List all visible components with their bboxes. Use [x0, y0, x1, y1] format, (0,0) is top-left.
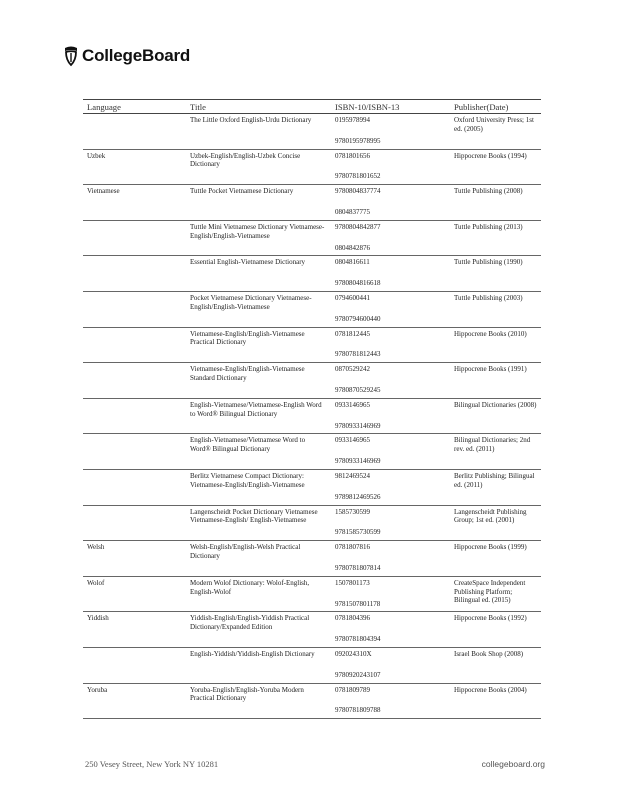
language-cell: [83, 469, 186, 505]
footer-address: 250 Vesey Street, New York NY 10281: [85, 759, 219, 769]
column-header-publisher: Publisher(Date): [450, 100, 541, 114]
isbn10-value: 0781801656: [335, 151, 370, 160]
isbn13-value: 9780933146969: [335, 457, 381, 466]
table-row: [83, 612, 541, 648]
isbn10-value: 0933146965: [335, 436, 370, 445]
isbn10-value: 0195978994: [335, 116, 370, 124]
isbn13-value: 0804837775: [335, 207, 370, 216]
title-cell: Modern Wolof Dictionary: Wolof-English, English-Wolof: [186, 576, 331, 612]
language-cell: Yiddish: [83, 612, 186, 648]
isbn10-value: 9812469524: [335, 471, 370, 480]
isbn13-value: 9781585730599: [335, 528, 381, 537]
table-header-row: [83, 100, 541, 114]
isbn13-value: 9780781807814: [335, 563, 381, 572]
language-cell: Welsh: [83, 541, 186, 577]
isbn10-value: 0870529242: [335, 365, 370, 374]
title-cell: Tuttle Mini Vietnamese Dictionary Vietnamese-English/English-Vietnamese: [186, 220, 331, 256]
publisher-cell: Tuttle Publishing (2003): [450, 291, 541, 327]
collegeboard-logo: [62, 45, 190, 67]
language-cell: [83, 398, 186, 434]
table-row: [83, 363, 541, 399]
isbn-cell: [331, 398, 450, 434]
publisher-cell: Berlitz Publishing; Bilingual ed. (2011): [450, 469, 541, 505]
title-cell: English-Yiddish/Yiddish-English Dictionary: [186, 647, 331, 683]
table-row: [83, 398, 541, 434]
table-row: [83, 505, 541, 541]
language-cell: Uzbek: [83, 149, 186, 185]
isbn-cell: [331, 114, 450, 150]
title-cell: Essential English-Vietnamese Dictionary: [186, 256, 331, 292]
publisher-cell: Bilingual Dictionaries (2008): [450, 398, 541, 434]
isbn10-value: 9780804837774: [335, 187, 381, 196]
table-row: [83, 185, 541, 221]
language-cell: [83, 327, 186, 363]
isbn-cell: [331, 327, 450, 363]
isbn13-value: 9780781804394: [335, 635, 381, 644]
language-cell: Yoruba: [83, 683, 186, 719]
language-cell: [83, 256, 186, 292]
isbn-cell: [331, 469, 450, 505]
isbn10-value: 0781812445: [335, 329, 370, 338]
title-cell: Yoruba-English/English-Yoruba Modern Practical Dictionary: [186, 683, 331, 719]
publisher-cell: Oxford University Press; 1st ed. (2005): [450, 114, 541, 150]
dictionary-table: [83, 99, 541, 719]
isbn-cell: [331, 647, 450, 683]
language-cell: [83, 291, 186, 327]
isbn13-value: 9780195978995: [335, 136, 381, 145]
isbn13-value: 0804842876: [335, 243, 370, 252]
language-cell: [83, 434, 186, 470]
isbn-cell: [331, 434, 450, 470]
table-row: [83, 256, 541, 292]
title-cell: Welsh-English/English-Welsh Practical Dictionary: [186, 541, 331, 577]
isbn13-value: 9780781801652: [335, 172, 381, 181]
title-cell: Vietnamese-English/English-Vietnamese Standard Dictionary: [186, 363, 331, 399]
publisher-cell: CreateSpace Independent Publishing Platform; Bilingual ed. (2015): [450, 576, 541, 612]
isbn10-value: 092024310X: [335, 649, 372, 658]
language-cell: [83, 114, 186, 150]
column-header-language: Language: [83, 100, 186, 114]
isbn13-value: 9781507801178: [335, 599, 381, 608]
isbn13-value: 9780920243107: [335, 670, 381, 679]
table-row: [83, 647, 541, 683]
title-cell: Yiddish-English/English-Yiddish Practical Dictionary/Expanded Edition: [186, 612, 331, 648]
table-row: [83, 541, 541, 577]
table-row: [83, 469, 541, 505]
isbn10-value: 0804816611: [335, 258, 370, 267]
isbn-cell: [331, 576, 450, 612]
isbn13-value: 9780933146969: [335, 421, 381, 430]
acorn-icon: [62, 45, 80, 67]
language-cell: [83, 220, 186, 256]
language-cell: [83, 363, 186, 399]
publisher-cell: Tuttle Publishing (2013): [450, 220, 541, 256]
language-cell: [83, 505, 186, 541]
publisher-cell: Langenscheidt Publishing Group; 1st ed. (2001): [450, 505, 541, 541]
isbn10-value: 0933146965: [335, 400, 370, 409]
title-cell: Pocket Vietnamese Dictionary Vietnamese-English/English-Vietnamese: [186, 291, 331, 327]
publisher-cell: Hippocrene Books (1991): [450, 363, 541, 399]
isbn-cell: [331, 291, 450, 327]
isbn-cell: [331, 363, 450, 399]
column-header-isbn: ISBN-10/ISBN-13: [331, 100, 450, 114]
isbn13-value: 9780781809788: [335, 706, 381, 715]
isbn13-value: 9780870529245: [335, 385, 381, 394]
table-row: [83, 327, 541, 363]
publisher-cell: Tuttle Publishing (2008): [450, 185, 541, 221]
footer-site-link[interactable]: collegeboard.org: [481, 759, 545, 769]
isbn13-value: 9789812469526: [335, 492, 381, 501]
language-cell: Vietnamese: [83, 185, 186, 221]
column-header-title: Title: [186, 100, 331, 114]
publisher-cell: Hippocrene Books (2004): [450, 683, 541, 719]
isbn13-value: 9780804816618: [335, 279, 381, 288]
isbn10-value: 9780804842877: [335, 222, 381, 231]
title-cell: Berlitz Vietnamese Compact Dictionary: Vietnamese-English/English-Vietnamese: [186, 469, 331, 505]
publisher-cell: Hippocrene Books (1992): [450, 612, 541, 648]
logo-text: CollegeBoard: [82, 46, 191, 65]
publisher-cell: Hippocrene Books (1999): [450, 541, 541, 577]
isbn10-value: 0794600441: [335, 293, 370, 302]
publisher-cell: Bilingual Dictionaries; 2nd rev. ed. (2011): [450, 434, 541, 470]
table-row: [83, 291, 541, 327]
isbn-cell: [331, 185, 450, 221]
isbn-cell: [331, 505, 450, 541]
publisher-cell: Hippocrene Books (2010): [450, 327, 541, 363]
isbn10-value: 0781804396: [335, 614, 370, 623]
title-cell: The Little Oxford English-Urdu Dictionary: [186, 114, 331, 150]
title-cell: English-Vietnamese/Vietnamese-English Word to Word® Bilingual Dictionary: [186, 398, 331, 434]
isbn10-value: 0781809789: [335, 685, 370, 694]
table-row: [83, 434, 541, 470]
publisher-cell: Hippocrene Books (1994): [450, 149, 541, 185]
title-cell: Uzbek-English/English-Uzbek Concise Dictionary: [186, 149, 331, 185]
title-cell: Vietnamese-English/English-Vietnamese Practical Dictionary: [186, 327, 331, 363]
isbn-cell: [331, 256, 450, 292]
isbn-cell: [331, 612, 450, 648]
isbn10-value: 1507801173: [335, 578, 370, 587]
isbn10-value: 1585730599: [335, 507, 370, 516]
title-cell: Tuttle Pocket Vietnamese Dictionary: [186, 185, 331, 221]
table-row: [83, 149, 541, 185]
table-row: [83, 114, 541, 150]
table-row: [83, 683, 541, 719]
table-row: [83, 220, 541, 256]
isbn-cell: [331, 541, 450, 577]
isbn-cell: [331, 220, 450, 256]
isbn10-value: 0781807816: [335, 543, 370, 552]
publisher-cell: Tuttle Publishing (1990): [450, 256, 541, 292]
table-body: [83, 114, 541, 719]
language-cell: Wolof: [83, 576, 186, 612]
table-row: [83, 576, 541, 612]
isbn13-value: 9780781812443: [335, 350, 381, 359]
language-cell: [83, 647, 186, 683]
title-cell: English-Vietnamese/Vietnamese Word to Word® Bilingual Dictionary: [186, 434, 331, 470]
isbn-cell: [331, 683, 450, 719]
title-cell: Langenscheidt Pocket Dictionary Vietnamese Vietnamese-English/ English-Vietnamese: [186, 505, 331, 541]
isbn13-value: 9780794600440: [335, 314, 381, 323]
isbn-cell: [331, 149, 450, 185]
publisher-cell: Israel Book Shop (2008): [450, 647, 541, 683]
